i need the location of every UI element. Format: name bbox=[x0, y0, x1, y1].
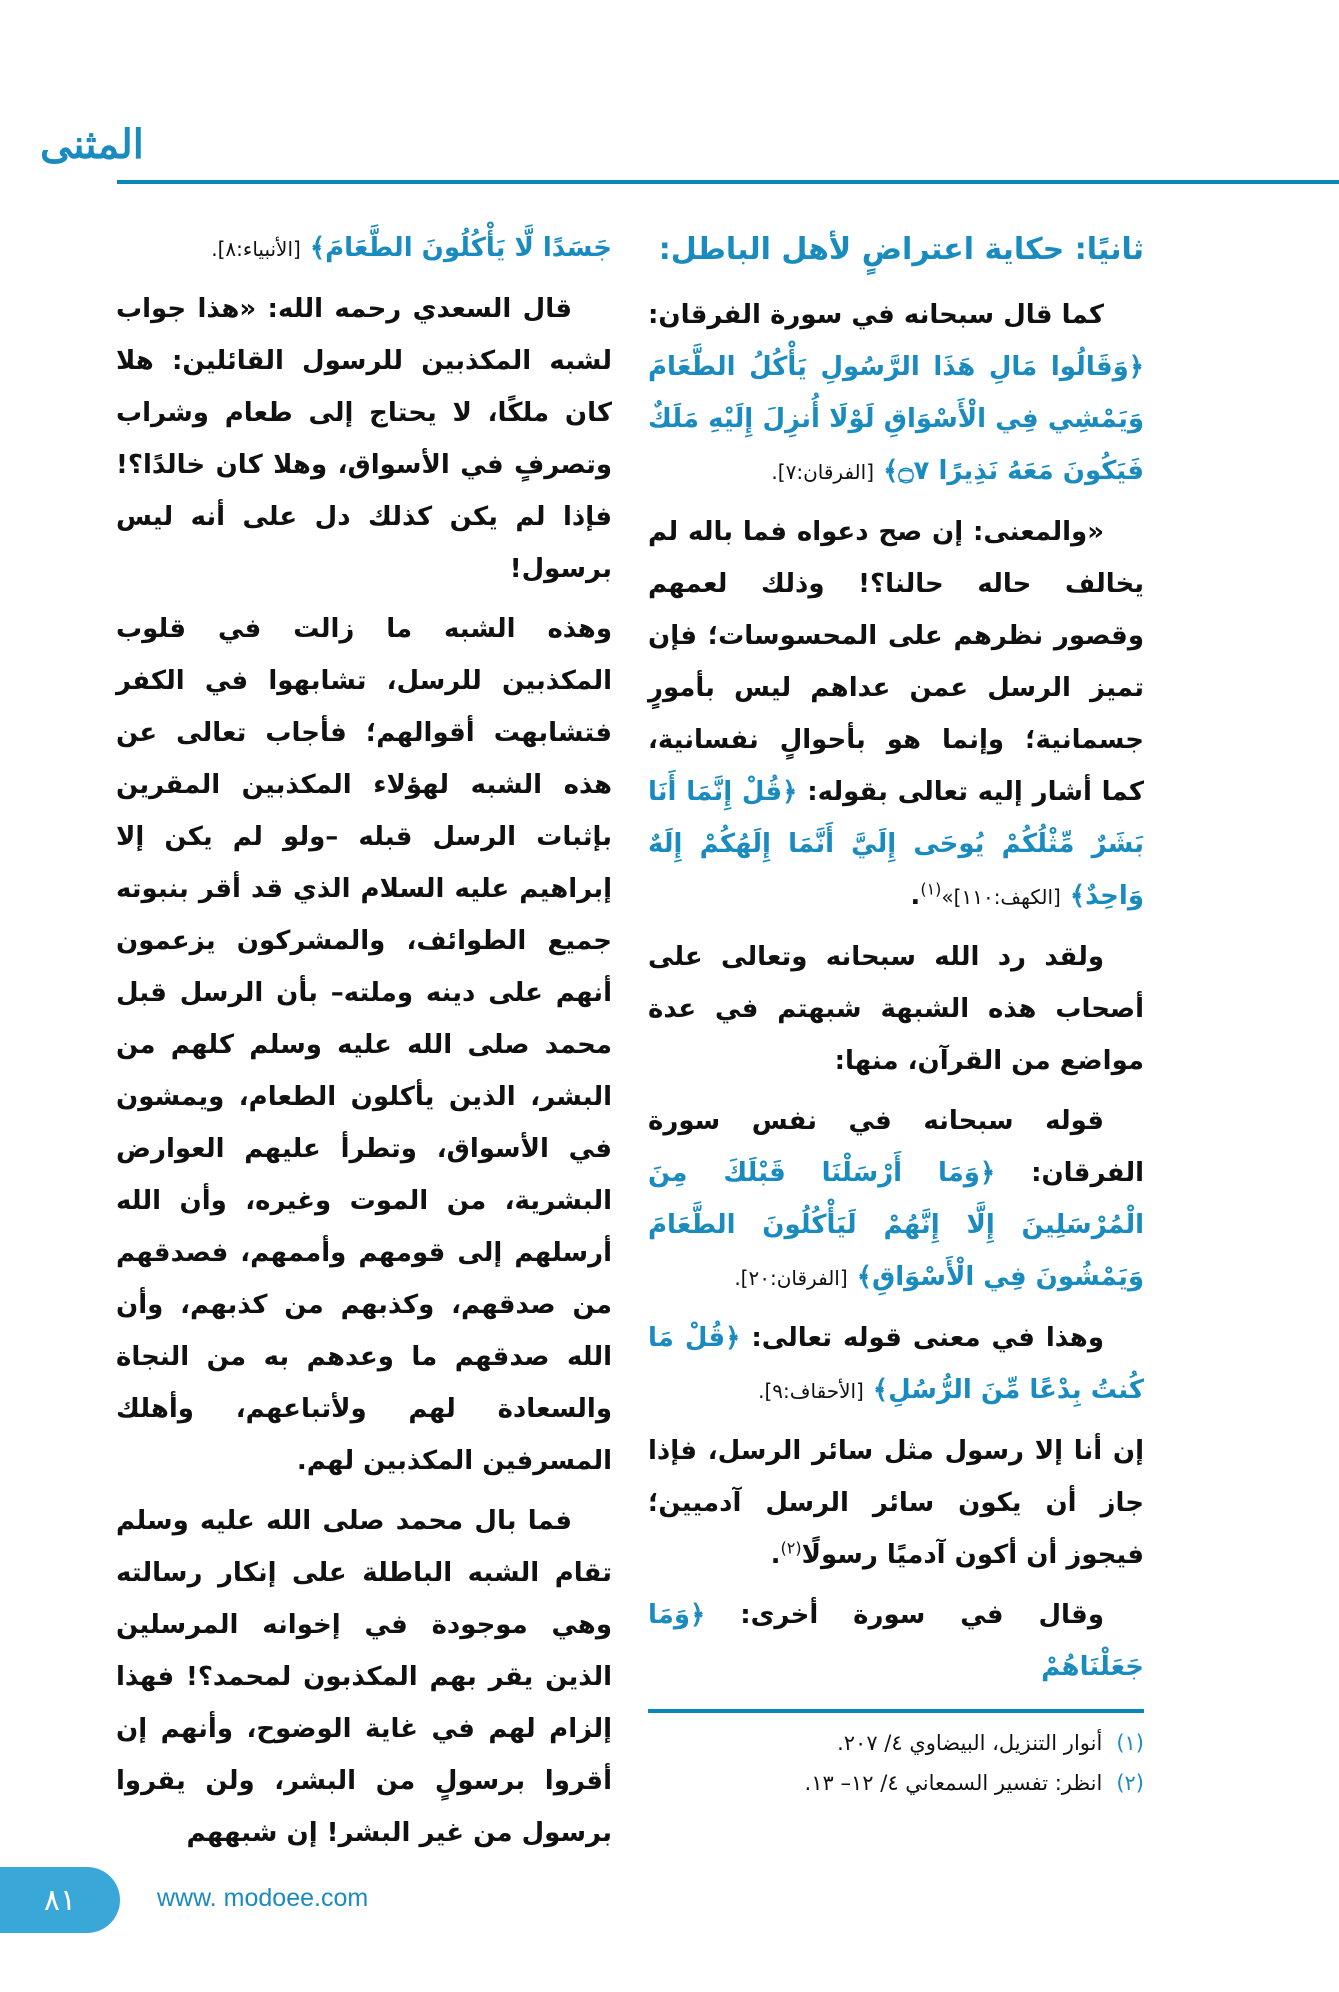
footnote-marker[interactable]: (٢) bbox=[780, 1538, 802, 1558]
series-logo: المثنى bbox=[40, 121, 144, 168]
paragraph bbox=[648, 1589, 1144, 1693]
footnote-number: (١) bbox=[1116, 1731, 1144, 1755]
quran-verse: ﴿وَمَا أَرْسَلْنَا قَبْلَكَ مِنَ الْمُرْسَلِينَ إِلَّا إِنَّهُمْ لَيَأْكُلُونَ الطَّعَامَ وَيَمْشُونَ فِي الْأَسْوَاقِ﴾ bbox=[648, 1158, 1144, 1292]
text: «والمعنى: إن صح دعواه فما باله لم يخالف حاله حالنا؟! وذلك لعمهم وقصور نظرهم على المحسوسات؛ فإن تميز الرسل عمن عداهم ليس بأمورٍ جسمانية؛ وإنما هو بأحوالٍ نفسانية، كما أشار إليه تعالى بقوله: bbox=[648, 517, 1144, 807]
text: إن أنا إلا رسول مثل سائر الرسل، فإذا جاز أن يكون سائر الرسل آدميين؛ فيجوز أن أكون آدميًا رسولًا bbox=[648, 1436, 1144, 1570]
page-header bbox=[0, 0, 1339, 222]
header-rule bbox=[117, 180, 1339, 184]
quran-verse: ﴿وَمَا جَعَلْنَاهُمْ bbox=[648, 1600, 1144, 1682]
page-number: ٨١ bbox=[0, 1867, 120, 1933]
footnote-rule bbox=[648, 1709, 1144, 1713]
text: وقال في سورة أخرى: bbox=[740, 1600, 1104, 1630]
paragraph: «والمعنى: إن صح دعواه فما باله لم يخالف حاله حالنا؟! وذلك لعمهم وقصور نظرهم على المحسوسات؛ فإن تميز الرسل عمن عداهم ليس بأمورٍ جسمانية؛ وإنما هو بأحوالٍ نفسانية، كما أشار إليه تعالى بقوله: ﴿قُلْ إِنَّمَا أَنَا بَشَرٌ مِّثْلُكُمْ يُوحَى إِلَيَّ أَنَّمَا إِلَهُكُمْ إِلَهٌ وَاحِدٌ﴾ [الكهف:١١٠]»$^{(١)}$. bbox=[648, 517, 1144, 911]
text: وهذا في معنى قوله تعالى: bbox=[751, 1323, 1104, 1353]
footnote-text: انظر: تفسير السمعاني ٤/ ١٢– ١٣. bbox=[804, 1771, 1103, 1795]
website-link[interactable]: www. modoee.com bbox=[157, 1884, 369, 1912]
footnote-text: أنوار التنزيل، البيضاوي ٤/ ٢٠٧. bbox=[837, 1731, 1103, 1755]
footnote bbox=[648, 1723, 1144, 1763]
paragraph: قال السعدي رحمه الله: «هذا جواب لشبه المكذبين للرسول القائلين: هلا كان ملكًا، لا يحتاج إلى طعام وشراب وتصرفٍ في الأسواق، وهلا كان خالدًا؟! فإذا لم يكن كذلك دل على أنه ليس برسول! bbox=[116, 294, 612, 584]
paragraph: إن أنا إلا رسول مثل سائر الرسل، فإذا جاز أن يكون سائر الرسل آدميين؛ فيجوز أن أكون آدميًا رسولًا$^{(٢)}$. bbox=[648, 1436, 1144, 1570]
paragraph bbox=[116, 222, 612, 275]
footnote-marker[interactable]: (١) bbox=[920, 879, 942, 899]
paragraph: وهذه الشبه ما زالت في قلوب المكذبين للرسل، تشابهوا في الكفر فتشابهت أقوالهم؛ فأجاب تعالى عن هذه الشبه لهؤلاء المكذبين المقرين بإثبات الرسل قبله –ولو لم يكن إلا إبراهيم عليه السلام الذي قد أقر بنبوته جميع الطوائف، والمشركون يزعمون أنهم على دينه وملته– بأن الرسل قبل محمد صلى الله عليه وسلم كلهم من البشر، الذين يأكلون الطعام، ويمشون في الأسواق، وتطرأ عليهم العوارض البشرية، من الموت وغيره، وأن الله أرسلهم إلى قومهم وأممهم، فصدقهم من صدقهم، وكذبهم من كذبهم، وأن الله صدقهم ما وعدهم به من النجاة والسعادة لهم ولأتباعهم، وأهلك المسرفين المكذبين لهم. bbox=[116, 614, 612, 1476]
verse-reference: [الفرقان:٧]. bbox=[771, 460, 875, 484]
section-heading: ثانيًا: حكاية اعتراضٍ لأهل الباطل: bbox=[658, 232, 1144, 267]
paragraph bbox=[648, 289, 1144, 498]
text: كما قال سبحانه في سورة الفرقان: bbox=[648, 300, 1104, 330]
page-body bbox=[116, 222, 1144, 1867]
quran-verse: ﴿قُلْ مَا كُنتُ بِدْعًا مِّنَ الرُّسُلِ﴾ bbox=[648, 1323, 1144, 1405]
footnote bbox=[648, 1763, 1144, 1803]
paragraph: فما بال محمد صلى الله عليه وسلم تقام الشبه الباطلة على إنكار رسالته وهي موجودة في إخوانه المرسلين الذين يقر بهم المكذبون لمحمد؟! فهذا إلزام لهم في غاية الوضوح، وأنهم إن أقروا برسولٍ من البشر، ولن يقروا برسول من غير البشر! إن شبههم bbox=[116, 1506, 612, 1848]
paragraph bbox=[648, 1312, 1144, 1417]
quran-verse: ﴿وَقَالُوا مَالِ هَذَا الرَّسُولِ يَأْكُلُ الطَّعَامَ وَيَمْشِي فِي الْأَسْوَاقِ لَوْلَا أُنزِلَ إِلَيْهِ مَلَكٌ فَيَكُونَ مَعَهُ نَذِيرًا ۝٧﴾ bbox=[648, 352, 1144, 486]
right-column bbox=[648, 222, 1144, 1867]
verse-reference: [الفرقان:٢٠]. bbox=[734, 1266, 848, 1290]
verse-reference: [الأحقاف:٩]. bbox=[758, 1379, 864, 1403]
paragraph: ولقد رد الله سبحانه وتعالى على أصحاب هذه الشبهة شبهتم في عدة مواضع من القرآن، منها: bbox=[648, 942, 1144, 1076]
page-footer bbox=[0, 1867, 1339, 1933]
quran-verse: ﴿قُلْ إِنَّمَا أَنَا بَشَرٌ مِّثْلُكُمْ يُوحَى إِلَيَّ أَنَّمَا إِلَهُكُمْ إِلَهٌ وَاحِدٌ﴾ bbox=[648, 777, 1144, 911]
paragraph bbox=[648, 1095, 1144, 1304]
verse-reference: [الكهف:١١٠]» bbox=[941, 885, 1061, 909]
verse-reference: [الأنبياء:٨]. bbox=[211, 237, 301, 261]
footnote-number: (٢) bbox=[1116, 1771, 1144, 1795]
text: قوله سبحانه في نفس سورة الفرقان: bbox=[648, 1106, 1144, 1188]
quran-verse: جَسَدًا لَّا يَأْكُلُونَ الطَّعَامَ﴾ bbox=[309, 233, 612, 263]
left-column bbox=[116, 222, 612, 1867]
